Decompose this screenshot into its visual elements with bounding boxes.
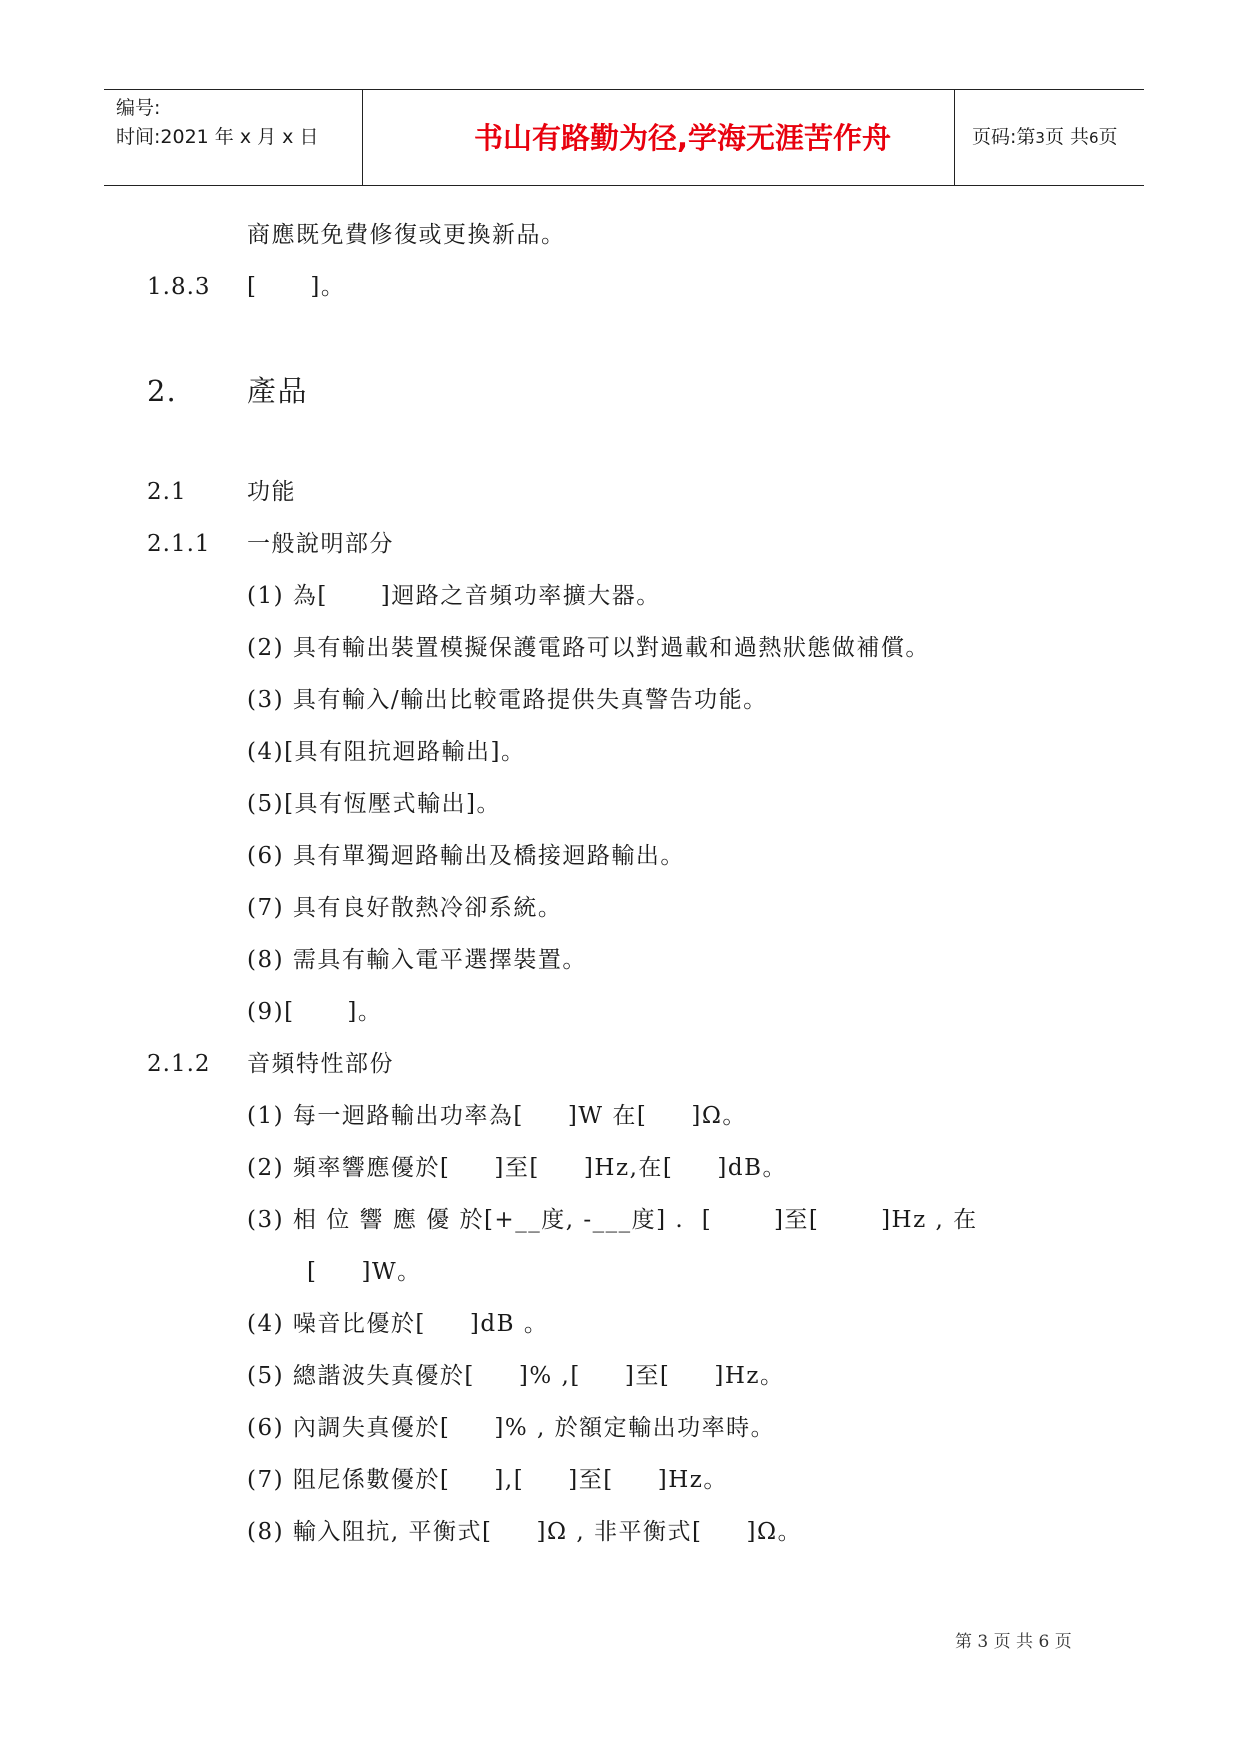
- list-item: (5) 總諧波失真優於[ ]% ,[ ]至[ ]Hz。: [247, 1363, 785, 1389]
- list-item: (9)[ ]。: [247, 999, 383, 1025]
- section-number: 1.8.3: [147, 274, 211, 300]
- section-text: [ ]。: [247, 274, 346, 300]
- list-item: (4)[具有阻抗迴路輸出]。: [247, 739, 526, 765]
- header-divider-right: [954, 90, 955, 185]
- list-item: (8) 需具有輸入電平選擇裝置。: [247, 947, 587, 973]
- chapter-number: 2.: [147, 374, 177, 408]
- document-time-label: 时间:2021 年 x 月 x 日: [116, 126, 319, 148]
- list-item: (2) 頻率響應優於[ ]至[ ]Hz,在[ ]dB。: [247, 1155, 788, 1181]
- section-title: 音頻特性部份: [247, 1051, 394, 1077]
- list-item: (8) 輸入阻抗, 平衡式[ ]Ω , 非平衡式[ ]Ω。: [247, 1519, 803, 1545]
- section-title: 一般說明部分: [247, 531, 394, 557]
- list-item: (7) 具有良好散熱冷卻系統。: [247, 895, 563, 921]
- footer-prefix: 第: [955, 1632, 972, 1652]
- section-number: 2.1.1: [147, 531, 211, 557]
- header-motto: 书山有路勤为径,学海无涯苦作舟: [474, 121, 892, 155]
- list-item: (1) 為[ ]迴路之音頻功率擴大器。: [247, 583, 661, 609]
- section-number: 2.1.2: [147, 1051, 211, 1077]
- list-item: (6) 具有單獨迴路輸出及橋接迴路輸出。: [247, 843, 685, 869]
- list-item: (3) 具有輸入/輸出比較電路提供失真警告功能。: [247, 687, 768, 713]
- list-item-continuation: [ ]W。: [307, 1259, 422, 1285]
- paragraph-continuation: 商應既免費修復或更換新品。: [247, 222, 566, 248]
- header-meta: [116, 94, 318, 152]
- footer-suffix: 页: [1054, 1632, 1072, 1652]
- header-divider-left: [362, 90, 363, 185]
- page-footer: [955, 1630, 1072, 1654]
- document-number-label: 编号:: [116, 97, 161, 119]
- header-page-info: [972, 123, 1118, 152]
- chapter-title: 產品: [247, 374, 309, 408]
- footer-page-total: 6: [1038, 1632, 1050, 1652]
- header-page-total: 6: [1089, 129, 1099, 147]
- document-header: [104, 89, 1144, 186]
- header-page-current: 3: [1035, 129, 1045, 147]
- list-item: (1) 每一迴路輸出功率為[ ]W 在[ ]Ω。: [247, 1103, 747, 1129]
- section-title: 功能: [247, 479, 296, 505]
- footer-middle: 页 共: [993, 1632, 1034, 1652]
- header-page-suffix: 页: [1098, 126, 1118, 148]
- list-item: (7) 阻尼係數優於[ ],[ ]至[ ]Hz。: [247, 1467, 728, 1493]
- list-item: (4) 噪音比優於[ ]dB 。: [247, 1311, 549, 1337]
- header-page-middle: 页 共: [1044, 126, 1089, 148]
- footer-page-current: 3: [977, 1632, 989, 1652]
- section-number: 2.1: [147, 479, 187, 505]
- list-item: (6) 內調失真優於[ ]% , 於額定輸出功率時。: [247, 1415, 776, 1441]
- header-page-prefix: 页码:第: [972, 126, 1036, 148]
- list-item: (3) 相 位 響 應 優 於[+__度, -___度] . [ ]至[ ]Hz , 在: [247, 1207, 978, 1233]
- list-item: (5)[具有恆壓式輸出]。: [247, 791, 502, 817]
- list-item: (2) 具有輸出裝置模擬保護電路可以對過載和過熱狀態做補償。: [247, 635, 930, 661]
